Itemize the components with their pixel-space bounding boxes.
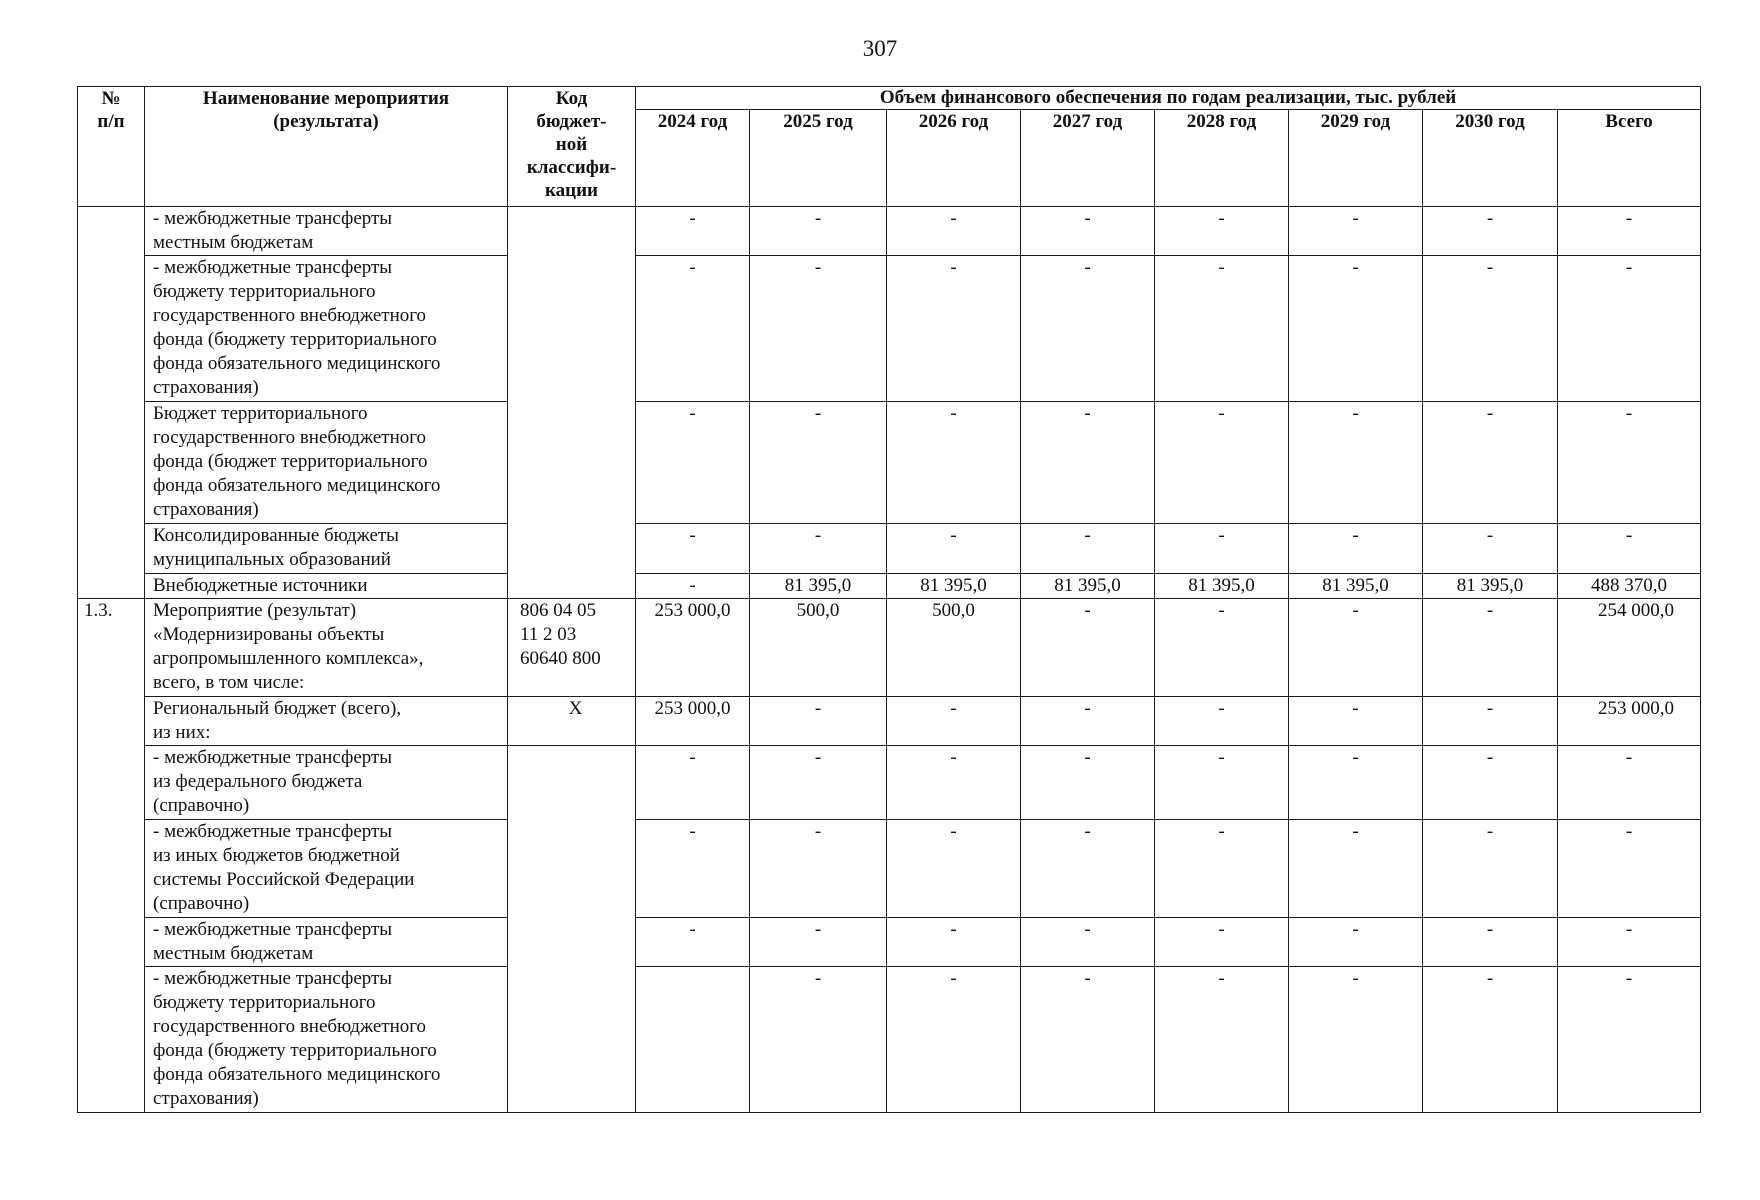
value-cell: - (750, 967, 887, 1113)
value-cell: - (887, 967, 1021, 1113)
value-cell: - (1423, 697, 1558, 746)
row-code-cell: X (508, 697, 636, 746)
row-name-cell: - межбюджетные трансферты бюджету территориального государственного внебюджетного фонда (бюджету территориального фонда обязательного медицинского страхования) (145, 256, 508, 402)
value-cell: - (1021, 697, 1155, 746)
value-cell: - (887, 207, 1021, 256)
row-name-cell: - межбюджетные трансферты местным бюджетам (145, 207, 508, 256)
value-cell: - (1155, 524, 1289, 574)
table-row (78, 402, 1701, 524)
table-row (78, 256, 1701, 402)
row-code-cell: 806 04 05 11 2 03 60640 800 (508, 599, 636, 697)
value-cell: - (636, 524, 750, 574)
table-row (78, 524, 1701, 574)
value-cell: - (750, 746, 887, 820)
column-header-total: Всего (1558, 110, 1701, 207)
value-cell: - (887, 524, 1021, 574)
value-cell: - (1423, 207, 1558, 256)
value-cell: - (1423, 967, 1558, 1113)
value-cell: - (1021, 256, 1155, 402)
table-row (78, 599, 1701, 697)
value-cell: - (750, 820, 887, 918)
value-cell: - (1423, 918, 1558, 967)
value-cell: - (1155, 820, 1289, 918)
page-number: 307 (862, 36, 898, 61)
column-header-year: 2025 год (750, 110, 887, 207)
column-header-year: 2030 год (1423, 110, 1558, 207)
value-cell: - (1423, 599, 1558, 697)
value-cell: - (1289, 918, 1423, 967)
value-cell: - (1289, 256, 1423, 402)
row-number-cell (78, 207, 145, 599)
value-cell: - (1021, 402, 1155, 524)
value-cell: - (1423, 746, 1558, 820)
total-cell: - (1558, 207, 1701, 256)
value-cell: 81 395,0 (1289, 574, 1423, 599)
row-code-cell (508, 207, 636, 599)
value-cell: - (1423, 820, 1558, 918)
column-header-year: 2026 год (887, 110, 1021, 207)
value-cell: - (1289, 820, 1423, 918)
value-cell: - (750, 524, 887, 574)
value-cell: - (1155, 746, 1289, 820)
value-cell: 81 395,0 (750, 574, 887, 599)
value-cell: - (1289, 599, 1423, 697)
row-name-cell: - межбюджетные трансферты бюджету территориального государственного внебюджетного фонда (бюджету территориального фонда обязательного медицинского страхования) (145, 967, 508, 1113)
total-cell: - (1558, 918, 1701, 967)
value-cell: - (636, 256, 750, 402)
value-cell: - (1021, 967, 1155, 1113)
value-cell: - (636, 402, 750, 524)
value-cell: - (1423, 256, 1558, 402)
total-cell: - (1558, 820, 1701, 918)
value-cell: - (636, 820, 750, 918)
row-name-cell: Мероприятие (результат) «Модернизированы объекты агропромышленного комплекса», всего, в том числе: (145, 599, 508, 697)
value-cell: 81 395,0 (1021, 574, 1155, 599)
total-cell: - (1558, 524, 1701, 574)
value-cell: - (887, 820, 1021, 918)
total-cell: - (1558, 256, 1701, 402)
value-cell: - (887, 256, 1021, 402)
value-cell: 500,0 (750, 599, 887, 697)
value-cell: - (1155, 207, 1289, 256)
column-header-year: 2024 год (636, 110, 750, 207)
value-cell: - (750, 402, 887, 524)
table-row (78, 967, 1701, 1113)
value-cell: - (1289, 697, 1423, 746)
row-name-cell: Консолидированные бюджеты муниципальных образований (145, 524, 508, 574)
value-cell: - (750, 918, 887, 967)
value-cell: 81 395,0 (1423, 574, 1558, 599)
value-cell: - (1423, 524, 1558, 574)
value-cell: - (1289, 402, 1423, 524)
value-cell: - (636, 746, 750, 820)
value-cell: - (1289, 746, 1423, 820)
table-row (78, 746, 1701, 820)
row-code-cell (508, 746, 636, 1113)
value-cell: - (636, 207, 750, 256)
value-cell: - (636, 918, 750, 967)
value-cell: - (1021, 746, 1155, 820)
column-header-name: Наименование мероприятия (результата) (145, 87, 508, 207)
value-cell: - (1423, 402, 1558, 524)
total-cell: - (1558, 402, 1701, 524)
value-cell: - (750, 256, 887, 402)
value-cell: - (1021, 524, 1155, 574)
column-header-year: 2027 год (1021, 110, 1155, 207)
value-cell: - (1289, 524, 1423, 574)
column-header-year: 2029 год (1289, 110, 1423, 207)
row-name-cell: Внебюджетные источники (145, 574, 508, 599)
value-cell: - (1289, 207, 1423, 256)
value-cell: 500,0 (887, 599, 1021, 697)
table-row (78, 820, 1701, 918)
table-row (78, 207, 1701, 256)
row-name-cell: Региональный бюджет (всего), из них: (145, 697, 508, 746)
total-cell: 488 370,0 (1558, 574, 1701, 599)
value-cell: - (1289, 967, 1423, 1113)
value-cell: - (1155, 918, 1289, 967)
value-cell: 81 395,0 (887, 574, 1021, 599)
value-cell: - (887, 918, 1021, 967)
budget-table (77, 86, 1701, 1113)
row-number-cell: 1.3. (78, 599, 145, 1113)
value-cell: - (1155, 402, 1289, 524)
value-cell: - (1155, 697, 1289, 746)
value-cell: - (887, 402, 1021, 524)
value-cell: - (750, 207, 887, 256)
row-name-cell: Бюджет территориального государственного внебюджетного фонда (бюджет территориального фонда обязательного медицинского страхования) (145, 402, 508, 524)
value-cell: - (1155, 599, 1289, 697)
column-header-code: Код бюджет- ной классифи- кации (508, 87, 636, 207)
column-group-header-funding: Объем финансового обеспечения по годам реализации, тыс. рублей (636, 87, 1701, 110)
value-cell: - (887, 697, 1021, 746)
value-cell: - (750, 697, 887, 746)
table-row (78, 574, 1701, 599)
value-cell: 253 000,0 (636, 599, 750, 697)
total-cell: - (1558, 746, 1701, 820)
value-cell: 81 395,0 (1155, 574, 1289, 599)
row-code-cell (636, 967, 750, 1113)
column-header-year: 2028 год (1155, 110, 1289, 207)
total-cell: 253 000,0 (1558, 697, 1701, 746)
row-name-cell: - межбюджетные трансферты из иных бюджетов бюджетной системы Российской Федерации (справочно) (145, 820, 508, 918)
value-cell: 253 000,0 (636, 697, 750, 746)
header-row-1 (78, 87, 1701, 110)
table-row (78, 918, 1701, 967)
value-cell: - (636, 574, 750, 599)
value-cell: - (1021, 918, 1155, 967)
total-cell: 254 000,0 (1558, 599, 1701, 697)
value-cell: - (1558, 967, 1701, 1113)
value-cell: - (1155, 967, 1289, 1113)
value-cell: - (1021, 207, 1155, 256)
value-cell: - (1155, 256, 1289, 402)
table-row (78, 697, 1701, 746)
value-cell: - (1021, 599, 1155, 697)
row-name-cell: - межбюджетные трансферты из федерального бюджета (справочно) (145, 746, 508, 820)
value-cell: - (1021, 820, 1155, 918)
value-cell: - (887, 746, 1021, 820)
column-header-number: № п/п (78, 87, 145, 207)
row-name-cell: - межбюджетные трансферты местным бюджетам (145, 918, 508, 967)
